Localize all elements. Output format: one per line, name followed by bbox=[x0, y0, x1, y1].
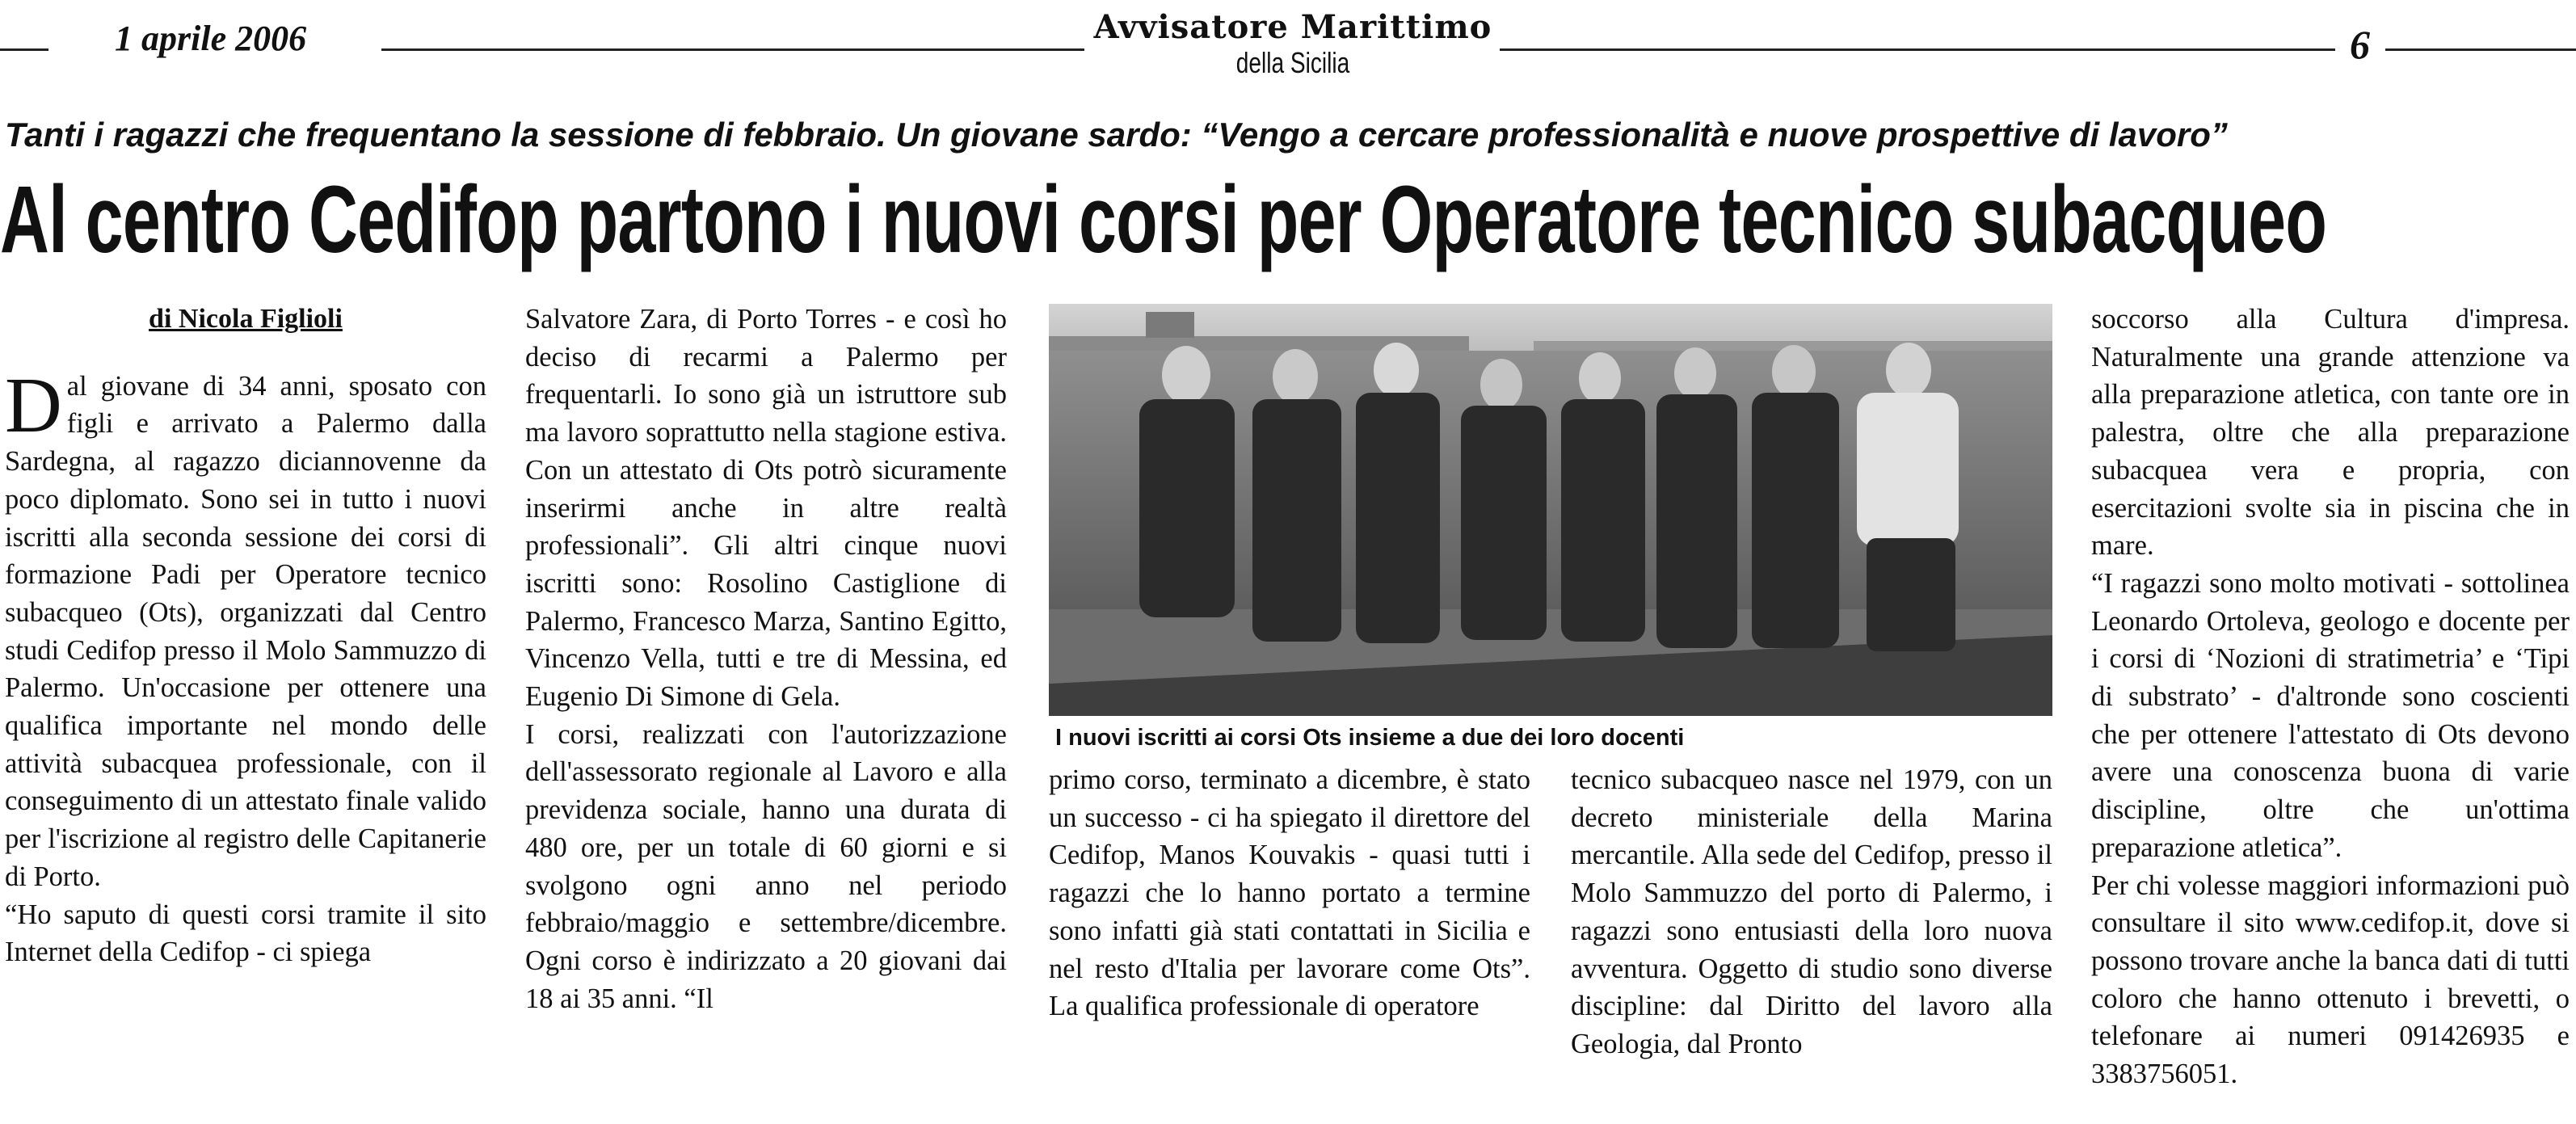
article-headline: Al centro Cedifop partono i nuovi corsi per Operatore tecnico subacqueo bbox=[0, 166, 2327, 273]
article-column-5 bbox=[2091, 301, 2570, 1093]
paragraph-text: al giovane di 34 anni, sposato con figli e arrivato a Palermo dalla Sardegna, al ragazzo diciannovenne da poco diplomato. Sono sei in tutto i nuovi iscritti alla seconda sessione dei corsi di formazione Padi per Operatore tecnico subacqueo (Ots), organizzati dal Centro studi Cedifop presso il Molo Sammuzzo di Palermo. Un'occasione per ottenere una qualifica importante nel mondo delle attività subacquea professionale, con il conseguimento di un attestato finale valido per l'iscrizione al registro delle Capitanerie di Porto. bbox=[5, 370, 486, 892]
masthead bbox=[1083, 8, 1503, 79]
article-column-2 bbox=[525, 301, 1007, 1017]
group-photo-image bbox=[1049, 304, 2052, 716]
paragraph: “I ragazzi sono molto motivati - sottolinea Leonardo Ortoleva, geologo e docente per i corsi di ‘Nozioni di stratimetria’ e ‘Tipi di substrato’ - d'altronde sono coscienti che per ottenere l'attestato di Ots devono avere una conoscenza buona di varie discipline, oltre che un'ottima preparazione atletica”. bbox=[2091, 567, 2570, 863]
drop-cap: D bbox=[5, 361, 62, 449]
group-photo bbox=[1049, 304, 2052, 716]
page-number: 6 bbox=[2350, 22, 2370, 67]
article-kicker: Tanti i ragazzi che frequentano la sessione di febbraio. Un giovane sardo: “Vengo a cercare professionalità e nuove prospettive di lavoro” bbox=[5, 116, 2228, 154]
paragraph: soccorso alla Cultura d'impresa. Naturalmente una grande attenzione va alla preparazione atletica, con tante ore in palestra, oltre che alla preparazione subacquea vera e propria, con esercitazioni svolte sia in piscina che in mare. bbox=[2091, 304, 2570, 562]
article-column-1 bbox=[5, 301, 486, 971]
paragraph: primo corso, terminato a dicembre, è stato un successo - ci ha spiegato il direttore del Cedifop, Manos Kouvakis - quasi tutti i ragazzi che lo hanno portato a termine sono infatti già stati contattati in Sicilia e nel resto d'Italia per lavorare come Ots”. La qualifica professionale di operatore bbox=[1049, 764, 1530, 1022]
header-rule-right bbox=[2385, 48, 2576, 51]
photo-caption: I nuovi iscritti ai corsi Ots insieme a due dei loro docenti bbox=[1055, 725, 1685, 751]
paragraph: “Ho saputo di questi corsi tramite il sito Internet della Cedifop - ci spiega bbox=[5, 899, 486, 968]
paragraph bbox=[5, 361, 486, 896]
paragraph: Per chi volesse maggiori informazioni può consultare il sito www.cedifop.it, dove si possono trovare anche la banca dati di tutti coloro che hanno ottenuto i brevetti, o telefonare ai numeri 091426935 e 3383756051. bbox=[2091, 869, 2570, 1090]
issue-date: 1 aprile 2006 bbox=[115, 19, 307, 58]
header-rule-left bbox=[0, 48, 48, 51]
paragraph: tecnico subacqueo nasce nel 1979, con un decreto ministeriale della Marina mercantile. Alla sede del Cedifop, presso il Molo Sammuzzo del porto di Palermo, i ragazzi sono entusiasti della loro nuova avventura. Oggetto di studio sono diverse discipline: dal Diritto del lavoro alla Geologia, dal Pronto bbox=[1571, 764, 2052, 1059]
masthead-title: Avvisatore Marittimo bbox=[1093, 8, 1492, 46]
paragraph: Salvatore Zara, di Porto Torres - e così ho deciso di recarmi a Palermo per frequentarli. Io sono già un istruttore sub ma lavoro soprattutto nella stagione estiva. Con un attestato di Ots potrò sicuramente inserirmi anche in altre realtà professionali”. Gli altri cinque nuovi iscritti sono: Rosolino Castiglione di Palermo, Francesco Marza, Santino Egitto, Vincenzo Vella, tutti e tre di Messina, ed Eugenio Di Simone di Gela. bbox=[525, 304, 1007, 713]
paragraph: I corsi, realizzati con l'autorizzazione dell'assessorato regionale al Lavoro e alla previdenza sociale, hanno una durata di 480 ore, per un totale di 60 giorni e si svolgono ogni anno nel periodo febbraio/maggio e settembre/dicembre. Ogni corso è indirizzato a 20 giovani dai 18 ai 35 anni. “Il bbox=[525, 718, 1007, 1014]
article-column-4 bbox=[1571, 761, 2052, 1063]
header-rule-mid-left bbox=[381, 48, 1084, 51]
article-column-3 bbox=[1049, 761, 1530, 1025]
byline: di Nicola Figlioli bbox=[149, 304, 343, 334]
header-rule-mid-right bbox=[1500, 48, 2335, 51]
masthead-subtitle: della Sicilia bbox=[1235, 46, 1350, 79]
